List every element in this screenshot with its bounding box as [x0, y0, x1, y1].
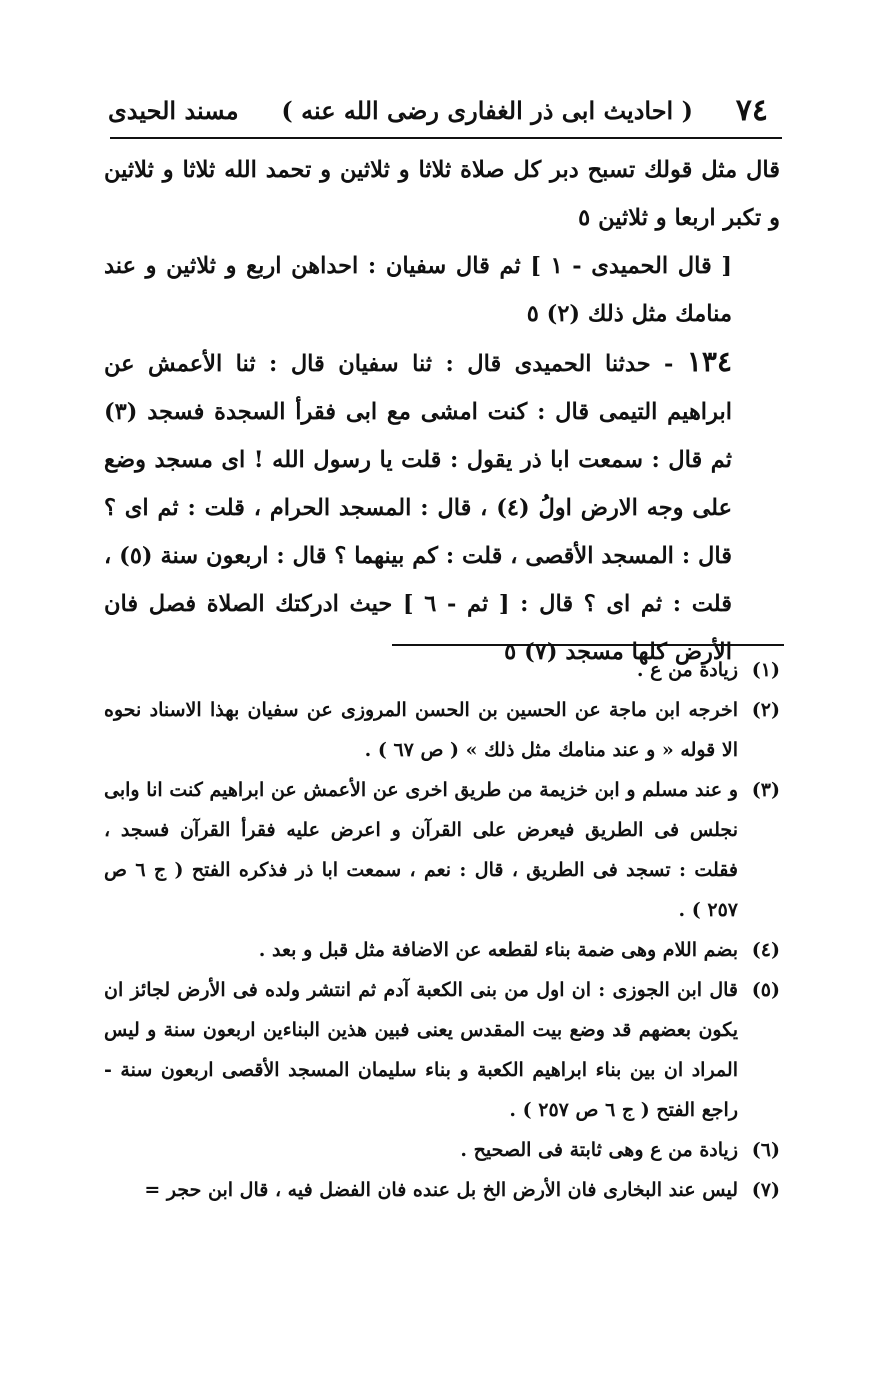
- main-text: [104, 146, 780, 676]
- footnote-text: بضم اللام وهى ضمة بناء لقطعه عن الاضافة مثل قبل و بعد .: [258, 939, 738, 961]
- footnote-text: زيادة من ع .: [636, 659, 738, 681]
- footnote-text: زيادة من ع وهى ثابتة فى الصحيح .: [460, 1139, 738, 1161]
- footnote-1: [104, 650, 780, 690]
- footnote-text: اخرجه ابن ماجة عن الحسين بن الحسن المروزى عن سفيان بهذا الاسناد نحوه الا قوله « و عند منامك مثل ذلك » ( ص ٦٧ ) .: [104, 699, 738, 761]
- book-title: مسند الحيدى: [108, 95, 239, 125]
- header-rule: [110, 137, 782, 139]
- footnotes: [104, 650, 780, 1210]
- footnote-3: [104, 770, 780, 930]
- footnote-7: [104, 1170, 780, 1210]
- footnote-text: و عند مسلم و ابن خزيمة من طريق اخرى عن الأعمش عن ابراهيم كنت انا وابى نجلس فى الطريق فيعرض على القرآن و اعرض عليه فقرأ القرآن فسجد ، فقلت : تسجد فى الطريق ، قال : نعم ، سمعت ابا ذر فذكره الفتح ( ج ٦ ص ٢٥٧ ) .: [104, 779, 739, 921]
- page-header: [108, 88, 768, 132]
- footnote-6: [104, 1130, 780, 1170]
- footnote-4: [104, 930, 780, 970]
- body-paragraph-2: [ قال الحميدى - ١ ] ثم قال سفيان : احداهن اربع و ثلاثين و عند منامك مثل ذلك (٢) ٥: [104, 253, 732, 327]
- hadith-number: ١٣٤: [686, 345, 732, 378]
- body-paragraph-1: قال مثل قولك تسبح دبر كل صلاة ثلاثا و ثلاثين و تحمد الله ثلاثا و ثلاثين و تكبر اربعا و ثلاثين ٥: [104, 157, 780, 231]
- footnote-text: قال ابن الجوزى : ان اول من بنى الكعبة آدم ثم انتشر ولده فى الأرض لجائز ان يكون بعضهم قد وضع بيت المقدس يعنى فبين هذين البناءين اربعون سنة و ليس المراد ان بين بناء ابراهيم الكعبة و بناء سليمان المسجد الأقصى اربعون سنة - راجع الفتح ( ج ٦ ص ٢٥٧ ) .: [104, 979, 738, 1121]
- footnote-number: (٣): [751, 779, 780, 801]
- footnote-5: [104, 970, 780, 1130]
- footnote-number: (٢): [751, 699, 780, 721]
- footnote-number: (٥): [751, 979, 780, 1001]
- footnote-2: [104, 690, 780, 770]
- page-number: ٧٤: [735, 92, 768, 128]
- footnote-number: (٤): [751, 939, 780, 961]
- footnote-number: (٧): [751, 1179, 780, 1201]
- footnote-text: ليس عند البخارى فان الأرض الخ بل عنده فان الفضل فيه ، قال ابن حجر =: [144, 1179, 738, 1201]
- footnotes-rule: [392, 644, 784, 646]
- chapter-title: ( احاديث ابى ذر الغفارى رضى الله عنه ): [281, 95, 693, 125]
- footnote-number: (٦): [751, 1139, 780, 1161]
- hadith-text: - حدثنا الحميدى قال : ثنا سفيان قال : ثنا الأعمش عن ابراهيم التيمى قال : كنت امشى مع ابى فقرأ السجدة فسجد (٣) ثم قال : سمعت ابا ذر يقول : قلت يا رسول الله ! اى مسجد وضع على وجه الارض اولُ (٤) ، قال : المسجد الحرام ، قلت : ثم اى ؟ قال : المسجد الأقصى ، قلت : كم بينهما ؟ قال : اربعون سنة (٥) ، قلت : ثم اى ؟ قال : [ ثم - ٦ ] حيث ادركتك الصلاة فصل فان الأرض كلها مسجد (٧) ٥: [104, 351, 733, 665]
- footnote-number: (١): [751, 659, 780, 681]
- hadith-paragraph: [104, 338, 780, 676]
